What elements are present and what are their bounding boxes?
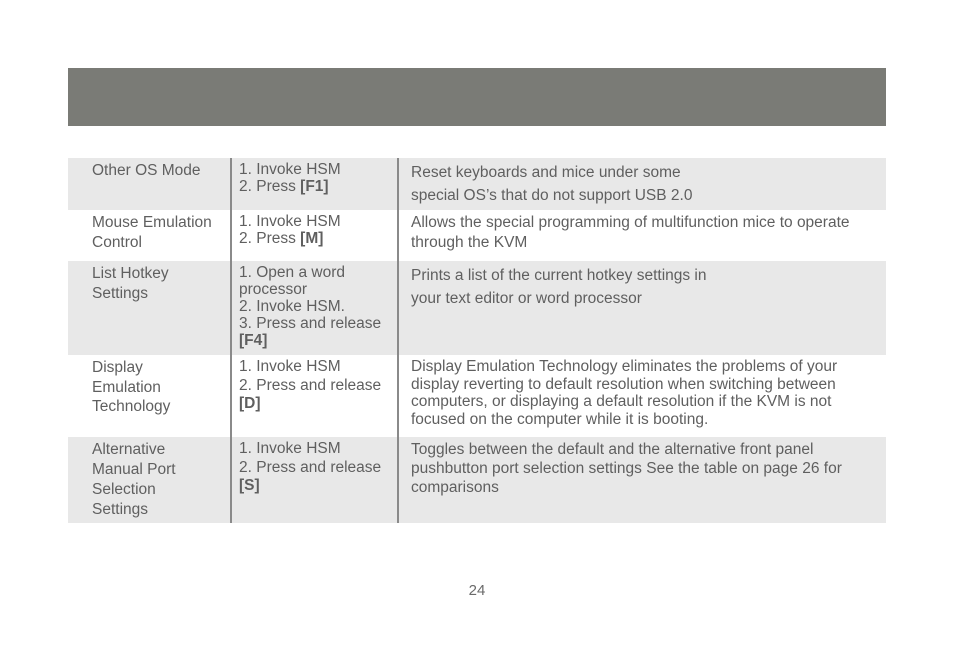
step-line: 2. Press [F1] — [239, 178, 329, 195]
table-row — [68, 355, 886, 437]
function-name: Settings — [92, 501, 149, 518]
step-line: 3. Press and release — [239, 315, 382, 332]
description-line: your text editor or word processor — [411, 290, 642, 307]
header-bar — [68, 68, 886, 126]
step-line: 1. Invoke HSM — [239, 358, 341, 375]
description-cell — [397, 355, 886, 437]
function-name: Settings — [92, 284, 149, 302]
function-name: Mouse Emulation — [92, 214, 212, 231]
table-row — [68, 261, 886, 355]
function-name: Selection — [92, 481, 156, 498]
hotkey: [F1] — [300, 178, 329, 195]
table-row — [68, 158, 886, 210]
hotkey: [F4] — [239, 332, 268, 349]
step-line: 2. Invoke HSM. — [239, 298, 345, 315]
description-cell — [397, 437, 886, 523]
function-name: Manual Port — [92, 461, 176, 478]
hotkey-table — [68, 158, 886, 523]
hotkey: [D] — [239, 395, 261, 412]
table-row — [68, 437, 886, 523]
step-line — [239, 395, 393, 414]
function-name: List Hotkey — [92, 265, 169, 282]
description-line: through the KVM — [411, 234, 528, 251]
step-line: processor — [239, 281, 308, 298]
function-cell — [68, 158, 230, 210]
function-name: Emulation — [92, 378, 161, 396]
description-line: special OS’s that do not support USB 2.0 — [411, 187, 693, 204]
step-line — [239, 477, 393, 496]
description-line: Prints a list of the current hotkey settings in — [411, 267, 707, 284]
function-name: Display — [92, 359, 143, 376]
function-cell — [68, 210, 230, 261]
step-line: 1. Invoke HSM — [239, 161, 341, 178]
description-line: computers, or displaying a default resolution if the KVM is not — [411, 393, 832, 410]
table-row — [68, 210, 886, 261]
function-name: Other OS Mode — [92, 162, 201, 179]
step-line: 1. Invoke HSM — [239, 440, 341, 457]
step-line: 2. Press [M] — [239, 230, 324, 247]
description-line: comparisons — [411, 479, 499, 496]
function-name: Alternative — [92, 441, 166, 458]
description-line: Toggles between the default and the alternative front panel — [411, 441, 814, 458]
step-line — [239, 332, 393, 349]
function-cell — [68, 437, 230, 523]
description-cell — [397, 210, 886, 261]
step-line: 2. Press and release — [239, 376, 382, 394]
function-cell — [68, 355, 230, 437]
hotkey: [M] — [300, 230, 324, 247]
description-cell — [397, 158, 886, 210]
description-line: pushbutton port selection settings See the table on page 26 for — [411, 460, 842, 477]
steps-cell — [230, 158, 397, 210]
function-name: Control — [92, 233, 142, 251]
step-line: 1. Open a word — [239, 264, 345, 281]
description-line: Reset keyboards and mice under some — [411, 164, 681, 181]
description-cell — [397, 261, 886, 355]
steps-cell — [230, 210, 397, 261]
function-name: Technology — [92, 398, 171, 415]
step-line: 2. Press and release — [239, 458, 382, 476]
hotkey: [S] — [239, 477, 260, 494]
page-number: 24 — [468, 582, 486, 599]
steps-cell — [230, 437, 397, 523]
function-cell — [68, 261, 230, 355]
description-line: Display Emulation Technology eliminates the problems of your — [411, 358, 838, 375]
description-line: focused on the computer while it is booting. — [411, 410, 709, 428]
description-line: Allows the special programming of multifunction mice to operate — [411, 214, 850, 231]
description-line: display reverting to default resolution when switching between — [411, 375, 836, 393]
steps-cell — [230, 261, 397, 355]
step-line: 1. Invoke HSM — [239, 213, 341, 230]
steps-cell — [230, 355, 397, 437]
